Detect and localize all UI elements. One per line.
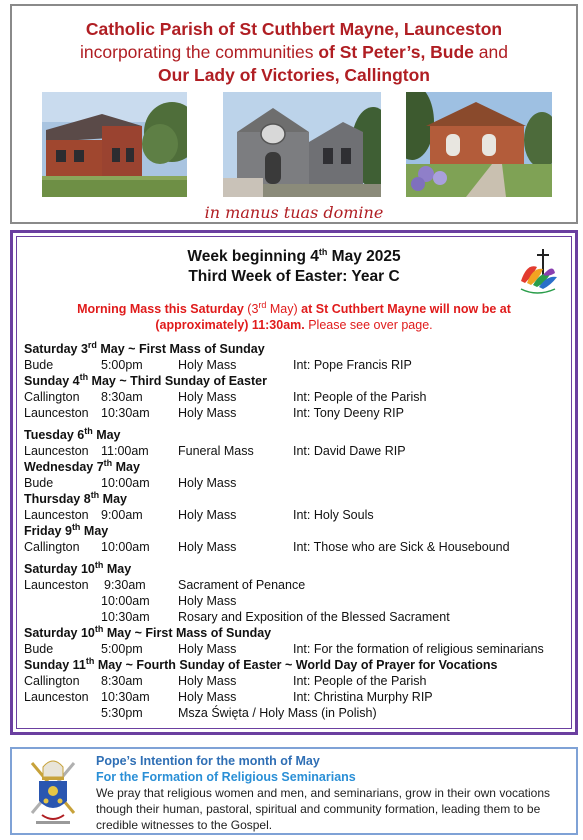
entry-location: Launceston bbox=[24, 444, 89, 458]
entry-time: 11:00am bbox=[101, 444, 149, 458]
day-ordinal: th bbox=[71, 521, 81, 532]
jubilee-logo bbox=[513, 245, 561, 297]
schedule-day-heading bbox=[24, 561, 567, 577]
parish-motto: in manus tuas domine bbox=[204, 203, 384, 222]
day-name: Saturday 10 bbox=[24, 626, 95, 640]
day-description: May bbox=[92, 428, 121, 442]
schedule-entry bbox=[24, 641, 567, 657]
schedule-entry bbox=[24, 405, 567, 421]
week-title-rest: May 2025 bbox=[327, 248, 401, 265]
entry-location: Launceston bbox=[24, 406, 89, 420]
schedule-entry bbox=[24, 507, 567, 523]
newsletter-inner-frame bbox=[16, 236, 572, 729]
parish-header bbox=[10, 4, 578, 224]
notice-bold-time: at St Cuthbert Mayne will now be at (approximately) 11:30am. bbox=[155, 302, 511, 332]
entry-time: 10:30am bbox=[101, 406, 150, 420]
mass-time-notice bbox=[37, 301, 551, 333]
day-name: Thursday 8 bbox=[24, 492, 91, 506]
schedule-day-heading bbox=[24, 491, 567, 507]
day-description: May ~ First Mass of Sunday bbox=[96, 342, 265, 356]
entry-service: Holy Mass bbox=[178, 476, 237, 490]
day-heading-text bbox=[24, 489, 127, 506]
entry-service: Holy Mass bbox=[178, 642, 237, 656]
entry-service: Holy Mass bbox=[178, 406, 237, 420]
notice-see-over: Please see over page. bbox=[304, 318, 433, 332]
entry-service: Sacrament of Penance bbox=[178, 578, 306, 592]
week-title bbox=[17, 247, 571, 267]
day-heading-text bbox=[24, 371, 267, 388]
day-name: Tuesday 6 bbox=[24, 428, 85, 442]
entry-location: Launceston bbox=[24, 690, 89, 704]
day-heading-text bbox=[24, 655, 498, 672]
entry-time: 9:00am bbox=[101, 508, 143, 522]
entry-time: 10:30am bbox=[101, 610, 150, 624]
schedule-entry bbox=[24, 475, 567, 491]
entry-service: Holy Mass bbox=[178, 358, 237, 372]
entry-intention: Int: People of the Parish bbox=[293, 390, 427, 404]
schedule-day-heading bbox=[24, 427, 567, 443]
day-description: May bbox=[80, 524, 109, 538]
entry-location: Bude bbox=[24, 476, 54, 490]
entry-location: Bude bbox=[24, 642, 54, 656]
schedule-entry bbox=[24, 593, 567, 609]
notice-date-ordinal: rd bbox=[258, 299, 267, 310]
day-heading-text bbox=[24, 457, 140, 474]
schedule-day-heading bbox=[24, 341, 567, 357]
church-photo-launceston bbox=[42, 92, 187, 197]
entry-intention: Int: Those who are Sick & Housebound bbox=[293, 540, 510, 554]
schedule-entry bbox=[24, 389, 567, 405]
schedule-day-heading bbox=[24, 523, 567, 539]
entry-service: Rosary and Exposition of the Blessed Sacrament bbox=[178, 610, 450, 624]
day-heading-text bbox=[24, 623, 272, 640]
popes-intention-box bbox=[10, 747, 578, 835]
entry-service: Holy Mass bbox=[178, 540, 237, 554]
day-ordinal: th bbox=[84, 425, 93, 436]
parish-name: Catholic Parish of St Cuthbert Mayne, Launceston bbox=[85, 19, 503, 39]
entry-intention: Int: For the formation of religious seminarians bbox=[293, 642, 544, 656]
church-photo-bude bbox=[223, 92, 381, 197]
schedule-entry bbox=[24, 673, 567, 689]
church-photo-callington bbox=[406, 92, 552, 197]
entry-time: 5:00pm bbox=[101, 642, 143, 656]
newsletter-main bbox=[10, 230, 578, 735]
entry-time: 8:30am bbox=[101, 390, 143, 404]
day-description: May bbox=[99, 492, 127, 506]
entry-location: Callington bbox=[24, 540, 80, 554]
day-heading-text bbox=[24, 339, 265, 356]
entry-intention: Int: Pope Francis RIP bbox=[293, 358, 412, 372]
entry-location: Launceston bbox=[24, 508, 89, 522]
entry-intention: Int: David Dawe RIP bbox=[293, 444, 406, 458]
parish-communities-line bbox=[12, 41, 576, 64]
entry-time: 9:30am bbox=[104, 578, 146, 592]
day-name: Saturday 10 bbox=[24, 562, 95, 576]
schedule-entry bbox=[24, 689, 567, 705]
entry-service: Funeral Mass bbox=[178, 444, 254, 458]
intention-heading: Pope’s Intention for the month of May bbox=[96, 754, 320, 768]
day-ordinal: th bbox=[79, 371, 89, 382]
day-heading-text bbox=[24, 521, 109, 538]
day-name: Wednesday 7 bbox=[24, 460, 104, 474]
entry-time: 10:00am bbox=[101, 540, 150, 554]
mass-schedule bbox=[24, 341, 567, 721]
entry-intention: Int: Tony Deeny RIP bbox=[293, 406, 404, 420]
schedule-entry bbox=[24, 705, 567, 721]
entry-time: 10:30am bbox=[101, 690, 150, 704]
liturgical-week: Third Week of Easter: Year C bbox=[188, 268, 400, 285]
day-name: Sunday 11 bbox=[24, 658, 86, 672]
intention-prayer-text: We pray that religious women and men, and seminarians, grow in their own vocations though their human, pastoral, spiritual and community formation, leading them to be credible witnesses to the Gospel. bbox=[96, 786, 551, 832]
notice-bold-start: Morning Mass this Saturday bbox=[77, 302, 248, 316]
community-bude: of St Peter’s, Bude bbox=[318, 42, 474, 62]
day-description: May bbox=[103, 562, 132, 576]
entry-location: Bude bbox=[24, 358, 54, 372]
entry-service: Holy Mass bbox=[178, 594, 237, 608]
papal-coat-of-arms bbox=[22, 755, 84, 831]
entry-time: 5:30pm bbox=[101, 706, 143, 720]
entry-time: 8:30am bbox=[101, 674, 143, 688]
day-name: Saturday 3 bbox=[24, 342, 88, 356]
intention-subject: For the Formation of Religious Seminarians bbox=[96, 770, 356, 784]
schedule-entry bbox=[24, 609, 567, 625]
communities-intro: incorporating the communities bbox=[80, 42, 319, 62]
week-title-ordinal: th bbox=[318, 246, 328, 257]
day-description: May ~ Fourth Sunday of Easter ~ World Day of Prayer for Vocations bbox=[94, 658, 498, 672]
entry-time: 5:00pm bbox=[101, 358, 143, 372]
schedule-entry bbox=[24, 357, 567, 373]
schedule-entry bbox=[24, 539, 567, 555]
entry-location: Launceston bbox=[24, 578, 89, 592]
day-name: Friday 9 bbox=[24, 524, 72, 538]
entry-service: Msza Święta / Holy Mass (in Polish) bbox=[178, 706, 377, 720]
community-callington: Our Lady of Victories, Callington bbox=[158, 65, 430, 85]
week-title-text: Week beginning 4 bbox=[187, 248, 319, 265]
day-ordinal: th bbox=[85, 655, 95, 666]
entry-service: Holy Mass bbox=[178, 508, 237, 522]
entry-time: 10:00am bbox=[101, 476, 150, 490]
day-ordinal: th bbox=[94, 559, 104, 570]
communities-and: and bbox=[473, 42, 508, 62]
entry-intention: Int: People of the Parish bbox=[293, 674, 427, 688]
schedule-day-heading bbox=[24, 625, 567, 641]
entry-time: 10:00am bbox=[101, 594, 150, 608]
day-ordinal: rd bbox=[87, 339, 97, 350]
day-ordinal: th bbox=[103, 457, 113, 468]
notice-date-close: May) bbox=[266, 302, 298, 316]
entry-service: Holy Mass bbox=[178, 390, 237, 404]
day-ordinal: th bbox=[94, 623, 104, 634]
schedule-day-heading bbox=[24, 459, 567, 475]
schedule-day-heading bbox=[24, 657, 567, 673]
entry-service: Holy Mass bbox=[178, 674, 237, 688]
entry-service: Holy Mass bbox=[178, 690, 237, 704]
entry-location: Callington bbox=[24, 674, 80, 688]
schedule-entry bbox=[24, 577, 567, 593]
day-description: May ~ Third Sunday of Easter bbox=[88, 374, 267, 388]
notice-date-open: (3 bbox=[247, 302, 259, 316]
entry-location: Callington bbox=[24, 390, 80, 404]
schedule-day-heading bbox=[24, 373, 567, 389]
day-description: May bbox=[112, 460, 140, 474]
schedule-entry bbox=[24, 443, 567, 459]
church-photos bbox=[42, 92, 552, 200]
day-ordinal: th bbox=[90, 489, 100, 500]
day-heading-text bbox=[24, 425, 121, 442]
entry-intention: Int: Christina Murphy RIP bbox=[293, 690, 433, 704]
day-name: Sunday 4 bbox=[24, 374, 80, 388]
day-heading-text bbox=[24, 559, 132, 576]
day-description: May ~ First Mass of Sunday bbox=[103, 626, 272, 640]
entry-intention: Int: Holy Souls bbox=[293, 508, 374, 522]
